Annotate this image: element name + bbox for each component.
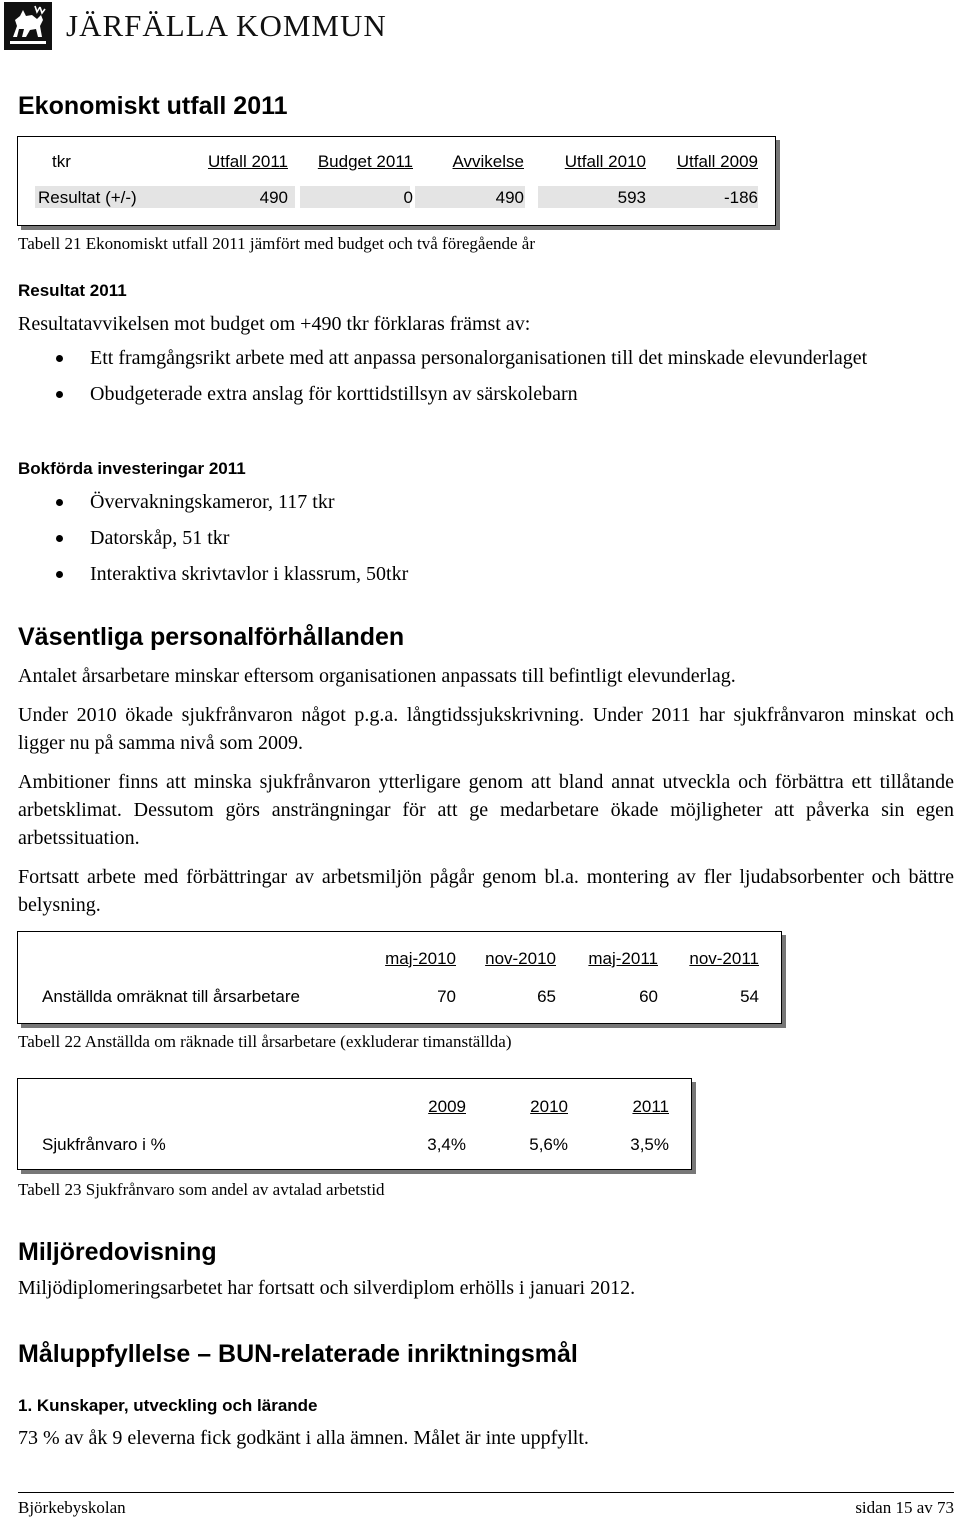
staff-row-label: Anställda omräknat till årsarbetare [42, 987, 300, 1006]
econ-cell: 490 [495, 188, 524, 207]
staff-caption22: Tabell 22 Anställda om räknade till årsarbetare (exkluderar timanställda) [18, 1032, 512, 1051]
footer-divider [18, 1492, 954, 1493]
econ-col-header: Avvikelse [452, 152, 524, 171]
staff-col-header: maj-2011 [588, 949, 658, 968]
footer-left: Björkebyskolan [18, 1498, 126, 1517]
coat-of-arms-icon [4, 2, 52, 50]
list-item: Obudgeterade extra anslag för korttidstillsyn av särskolebarn [18, 380, 954, 408]
absence-row-label: Sjukfrånvaro i % [42, 1135, 166, 1154]
list-item: Ett framgångsrikt arbete med att anpassa personalorganisationen till det minskade elevunderlaget [18, 344, 954, 372]
staff-cell: 54 [740, 987, 759, 1006]
env-title: Miljöredovisning [18, 1238, 217, 1266]
absence-cell: 3,5% [630, 1135, 669, 1154]
absence-table [17, 1078, 692, 1170]
absence-col-header: 2010 [530, 1097, 568, 1116]
absence-col-header: 2009 [428, 1097, 466, 1116]
econ-col-header: Budget 2011 [317, 152, 413, 171]
econ-table [17, 136, 776, 226]
staff-col-header: nov-2010 [485, 949, 556, 968]
absence-cell: 3,4% [427, 1135, 466, 1154]
header-logo [4, 2, 387, 50]
list-item: Datorskåp, 51 tkr [18, 524, 954, 552]
staff-p3: Ambitioner finns att minska sjukfrånvaron ytterligare genom att bland annat utveckla och förbättra ett tillåtande arbetsklimat. Dessutom görs ansträngningar för att ge medarbetare ökade möjligheter att påverka sin egen arbetssituation. [18, 771, 954, 849]
staff-cell: 60 [639, 987, 658, 1006]
staff-p1: Antalet årsarbetare minskar eftersom organisationen anpassats till befintligt elevunderlag. [18, 665, 736, 687]
staff-title: Väsentliga personalförhållanden [18, 623, 405, 651]
econ-col-header: Utfall 2010 [564, 152, 646, 171]
staff-col-header: maj-2010 [385, 949, 456, 968]
bullet-icon [56, 535, 63, 542]
goals-subtitle: 1. Kunskaper, utveckling och lärande [18, 1396, 318, 1415]
econ-title: Ekonomiskt utfall 2011 [18, 92, 288, 120]
staff-table [17, 931, 782, 1024]
logo-text: JÄRFÄLLA KOMMUN [66, 8, 387, 43]
staff-col-header: nov-2011 [689, 949, 759, 968]
bullet-icon [56, 355, 63, 362]
footer-page-number: sidan 15 av 73 [855, 1498, 954, 1517]
econ-cell: 593 [617, 188, 646, 207]
econ-cell: 0 [403, 188, 413, 207]
list-item: Övervakningskameror, 117 tkr [18, 488, 954, 516]
bullet-icon [56, 499, 63, 506]
list-item: Interaktiva skrivtavlor i klassrum, 50tkr [18, 560, 954, 588]
result-title: Resultat 2011 [18, 281, 127, 300]
econ-cell: -186 [723, 188, 758, 207]
econ-col-header: Utfall 2011 [207, 152, 288, 171]
staff-p2: Under 2010 ökade sjukfrånvaron något p.g.a. långtidssjukskrivning. Under 2011 har sjukfrånvaron minskat och ligger nu på samma nivå som 2009. [18, 704, 954, 754]
econ-caption: Tabell 21 Ekonomiskt utfall 2011 jämfört med budget och två föregående år [18, 234, 535, 253]
econ-cell: 490 [259, 188, 288, 207]
staff-cell: 65 [537, 987, 556, 1006]
absence-col-header: 2011 [632, 1097, 669, 1116]
result-intro: Resultatavvikelsen mot budget om +490 tkr förklaras främst av: [18, 313, 531, 335]
absence-cell: 5,6% [529, 1135, 568, 1154]
bullet-icon [56, 571, 63, 578]
econ-row-label: Resultat (+/-) [38, 188, 137, 207]
econ-unit: tkr [52, 152, 71, 171]
staff-cell: 70 [437, 987, 456, 1006]
goals-title: Måluppfyllelse – BUN-relaterade inriktningsmål [18, 1340, 578, 1368]
bullet-icon [56, 391, 63, 398]
econ-col-header: Utfall 2009 [676, 152, 758, 171]
investments-bullets [18, 488, 954, 588]
investments-title: Bokförda investeringar 2011 [18, 459, 246, 478]
env-text: Miljödiplomeringsarbetet har fortsatt och silverdiplom erhölls i januari 2012. [18, 1277, 636, 1299]
staff-caption23: Tabell 23 Sjukfrånvaro som andel av avtalad arbetstid [18, 1180, 385, 1199]
staff-p4: Fortsatt arbete med förbättringar av arbetsmiljön pågår genom bl.a. montering av fler ljudabsorbenter och bättre belysning. [18, 866, 954, 916]
goals-text: 73 % av åk 9 eleverna fick godkänt i alla ämnen. Målet är inte uppfyllt. [18, 1427, 589, 1449]
result-bullets [18, 344, 954, 408]
